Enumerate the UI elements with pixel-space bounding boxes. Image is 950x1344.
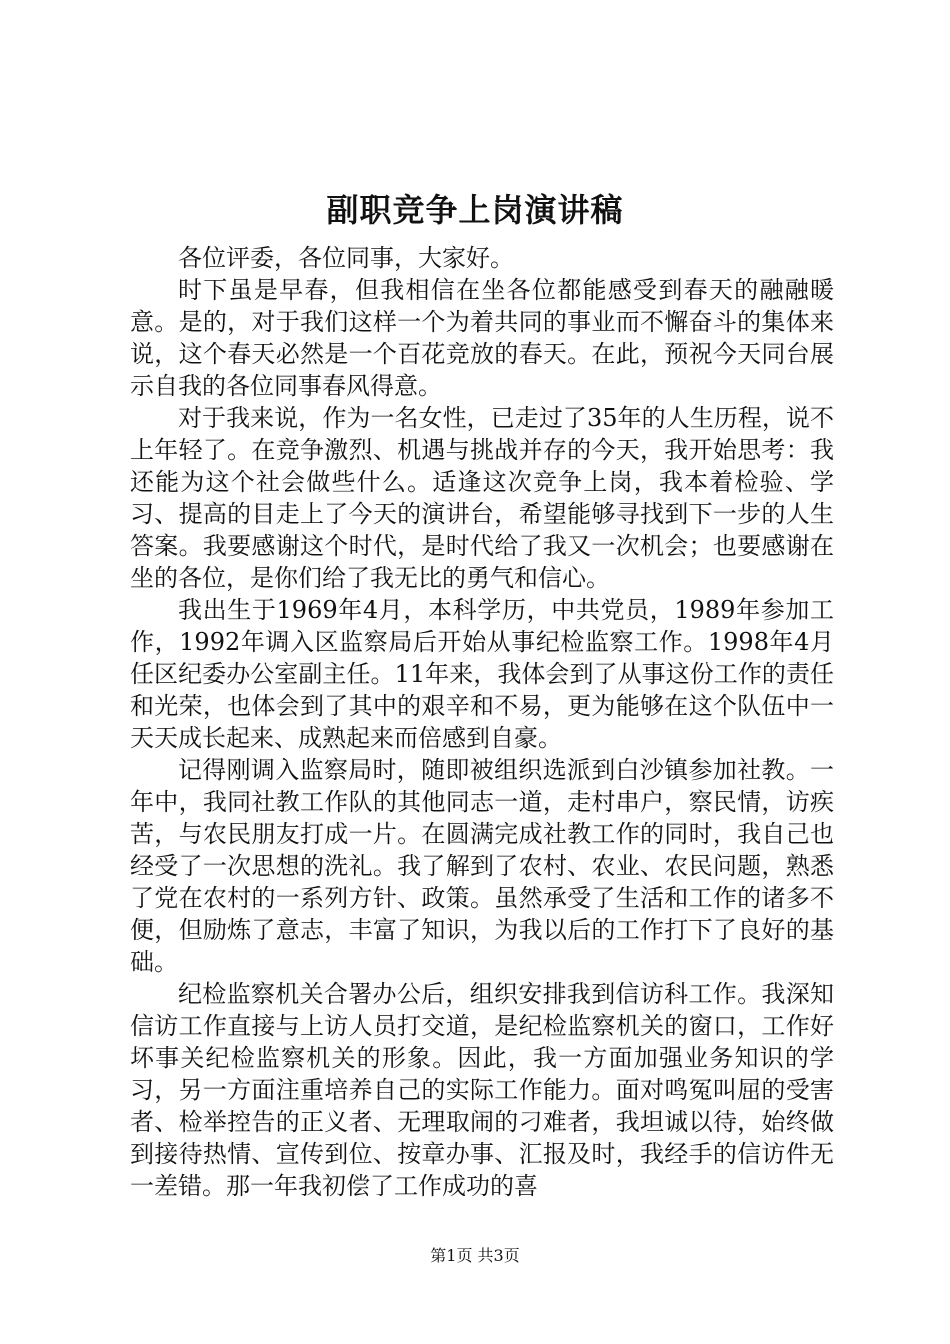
page-number-footer: 第1页 共3页 bbox=[430, 1246, 520, 1265]
paragraph: 时下虽是早春，但我相信在坐各位都能感受到春天的融融暖意。是的，对于我们这样一个为着共同的事业而不懈奋斗的集体来说，这个春天必然是一个百花竞放的春天。在此，预祝今天同台展示自我的各位同事春风得意。 bbox=[130, 276, 834, 400]
document-title: 副职竞争上岗演讲稿 bbox=[326, 191, 624, 229]
paragraph: 对于我来说，作为一名女性，已走过了35年的人生历程，说不上年轻了。在竞争激烈、机遇与挑战并存的今天，我开始思考：我还能为这个社会做些什么。适逢这次竞争上岗，我本着检验、学习、提高的目走上了今天的演讲台，希望能够寻找到下一步的人生答案。我要感谢这个时代，是时代给了我又一次机会；也要感谢在坐的各位，是你们给了我无比的勇气和信心。 bbox=[130, 404, 834, 592]
paragraph: 我出生于1969年4月，本科学历，中共党员，1989年参加工作，1992年调入区监察局后开始从事纪检监察工作。1998年4月任区纪委办公室副主任。11年来，我体会到了从事这份工作的责任和光荣，也体会到了其中的艰辛和不易，更为能够在这个队伍中一天天成长起来、成熟起来而倍感到自豪。 bbox=[130, 596, 834, 752]
paragraph: 记得刚调入监察局时，随即被组织选派到白沙镇参加社教。一年中，我同社教工作队的其他同志一道，走村串户，察民情，访疾苦，与农民朋友打成一片。在圆满完成社教工作的同时，我自己也经受了一次思想的洗礼。我了解到了农村、农业、农民问题，熟悉了党在农村的一系列方针、政策。虽然承受了生活和工作的诸多不便，但励炼了意志，丰富了知识，为我以后的工作打下了良好的基础。 bbox=[130, 756, 834, 976]
paragraph: 纪检监察机关合署办公后，组织安排我到信访科工作。我深知信访工作直接与上访人员打交道，是纪检监察机关的窗口，工作好坏事关纪检监察机关的形象。因此，我一方面加强业务知识的学习，另一方面注重培养自己的实际工作能力。面对鸣冤叫屈的受害者、检举控告的正义者、无理取闹的刁难者，我坦诚以待，始终做到接待热情、宣传到位、按章办事、汇报及时，我经手的信访件无一差错。那一年我初偿了工作成功的喜 bbox=[130, 980, 834, 1200]
paragraph: 各位评委，各位同事，大家好。 bbox=[178, 244, 514, 272]
document-body bbox=[130, 242, 834, 1202]
